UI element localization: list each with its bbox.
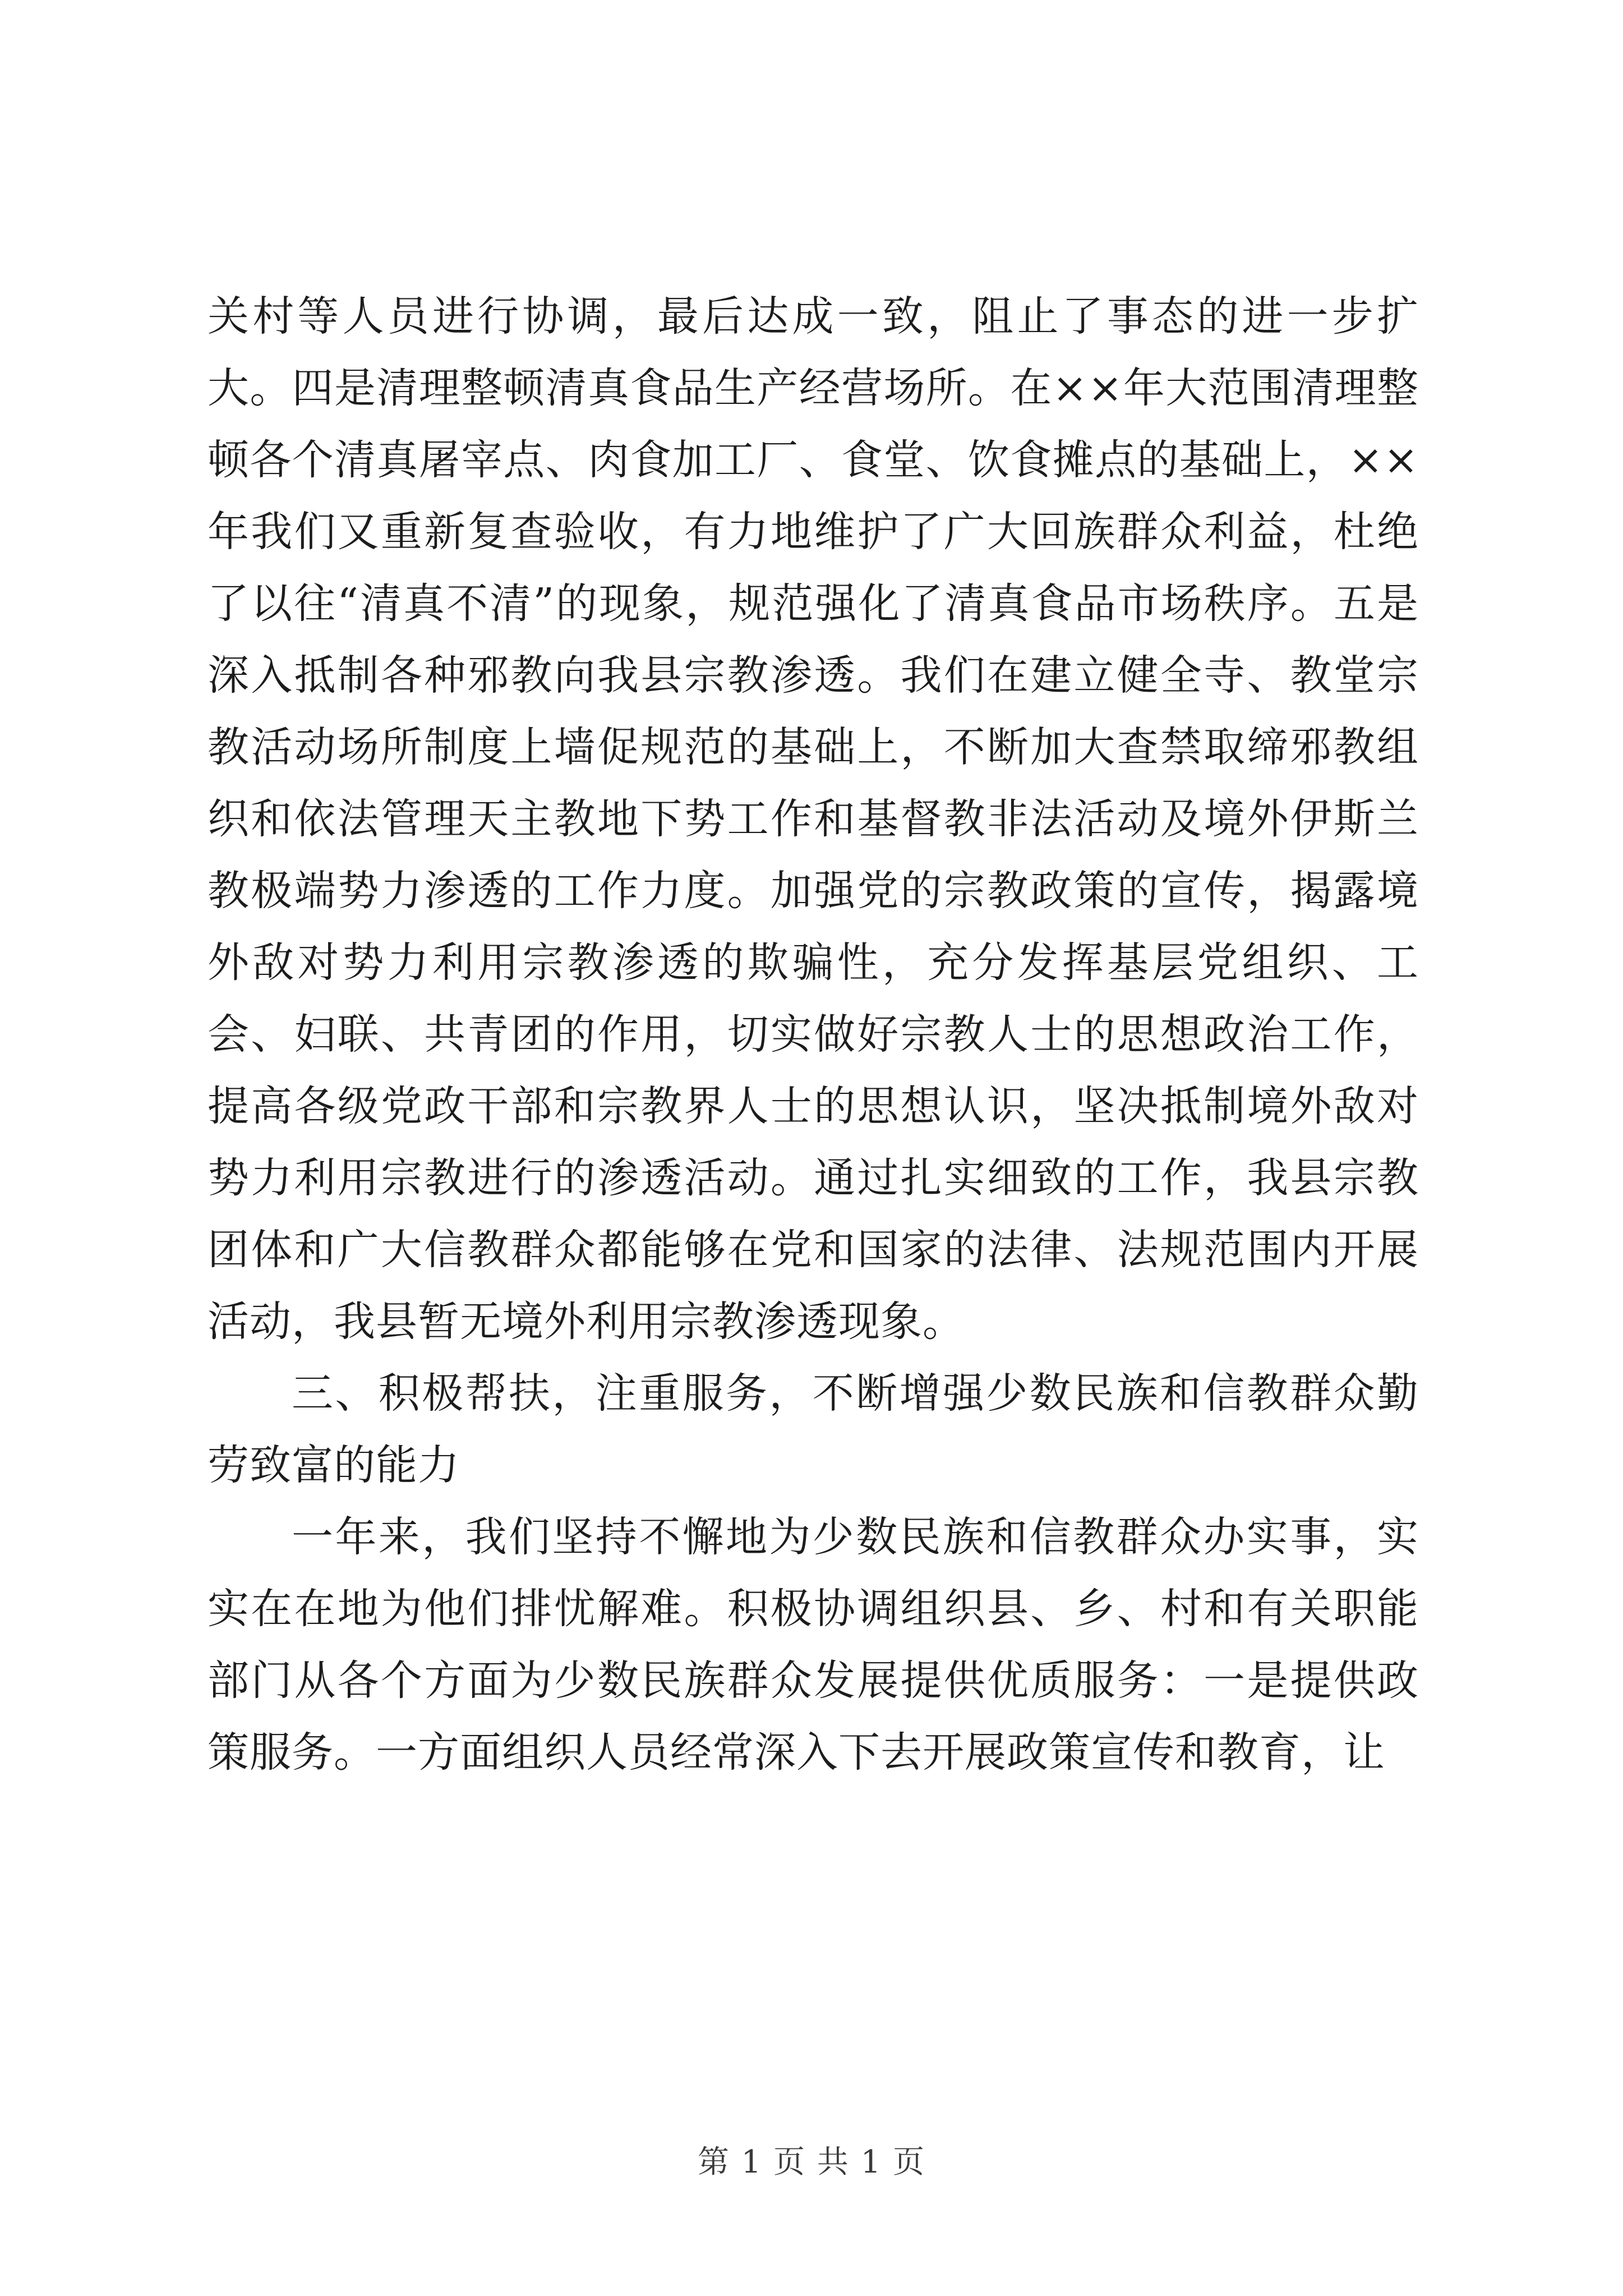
document-body [208, 280, 1419, 1788]
paragraph-2: 三、积极帮扶，注重服务，不断增强少数民族和信教群众勤劳致富的能力 [208, 1369, 1419, 1489]
page-footer: 第 1 页 共 1 页 [697, 2144, 926, 2180]
paragraph-1: 关村等人员进行协调，最后达成一致，阻止了事态的进一步扩大。四是清理整顿清真食品生产经营场所。在××年大范围清理整顿各个清真屠宰点、肉食加工厂、食堂、饮食摊点的基础上，××年我们又重新复查验收，有力地维护了广大回族群众利益，杜绝了以往“清真不清”的现象，规范强化了清真食品市场秩序。五是深入抵制各种邪教向我县宗教渗透。我们在建立健全寺、教堂宗教活动场所制度上墙促规范的基础上，不断加大查禁取缔邪教组织和依法管理天主教地下势工作和基督教非法活动及境外伊斯兰教极端势力渗透的工作力度。加强党的宗教政策的宣传，揭露境外敌对势力利用宗教渗透的欺骗性，充分发挥基层党组织、工会、妇联、共青团的作用，切实做好宗教人士的思想政治工作，提高各级党政干部和宗教界人士的思想认识，坚决抵制境外敌对势力利用宗教进行的渗透活动。通过扎实细致的工作，我县宗教团体和广大信教群众都能够在党和国家的法律、法规范围内开展活动，我县暂无境外利用宗教渗透现象。 [208, 292, 1419, 1346]
paragraph-3: 一年来，我们坚持不懈地为少数民族和信教群众办实事，实实在在地为他们排忧解难。积极协调组织县、乡、村和有关职能部门从各个方面为少数民族群众发展提供优质服务：一是提供政策服务。一方面组织人员经常深入下去开展政策宣传和教育，让 [208, 1513, 1419, 1777]
